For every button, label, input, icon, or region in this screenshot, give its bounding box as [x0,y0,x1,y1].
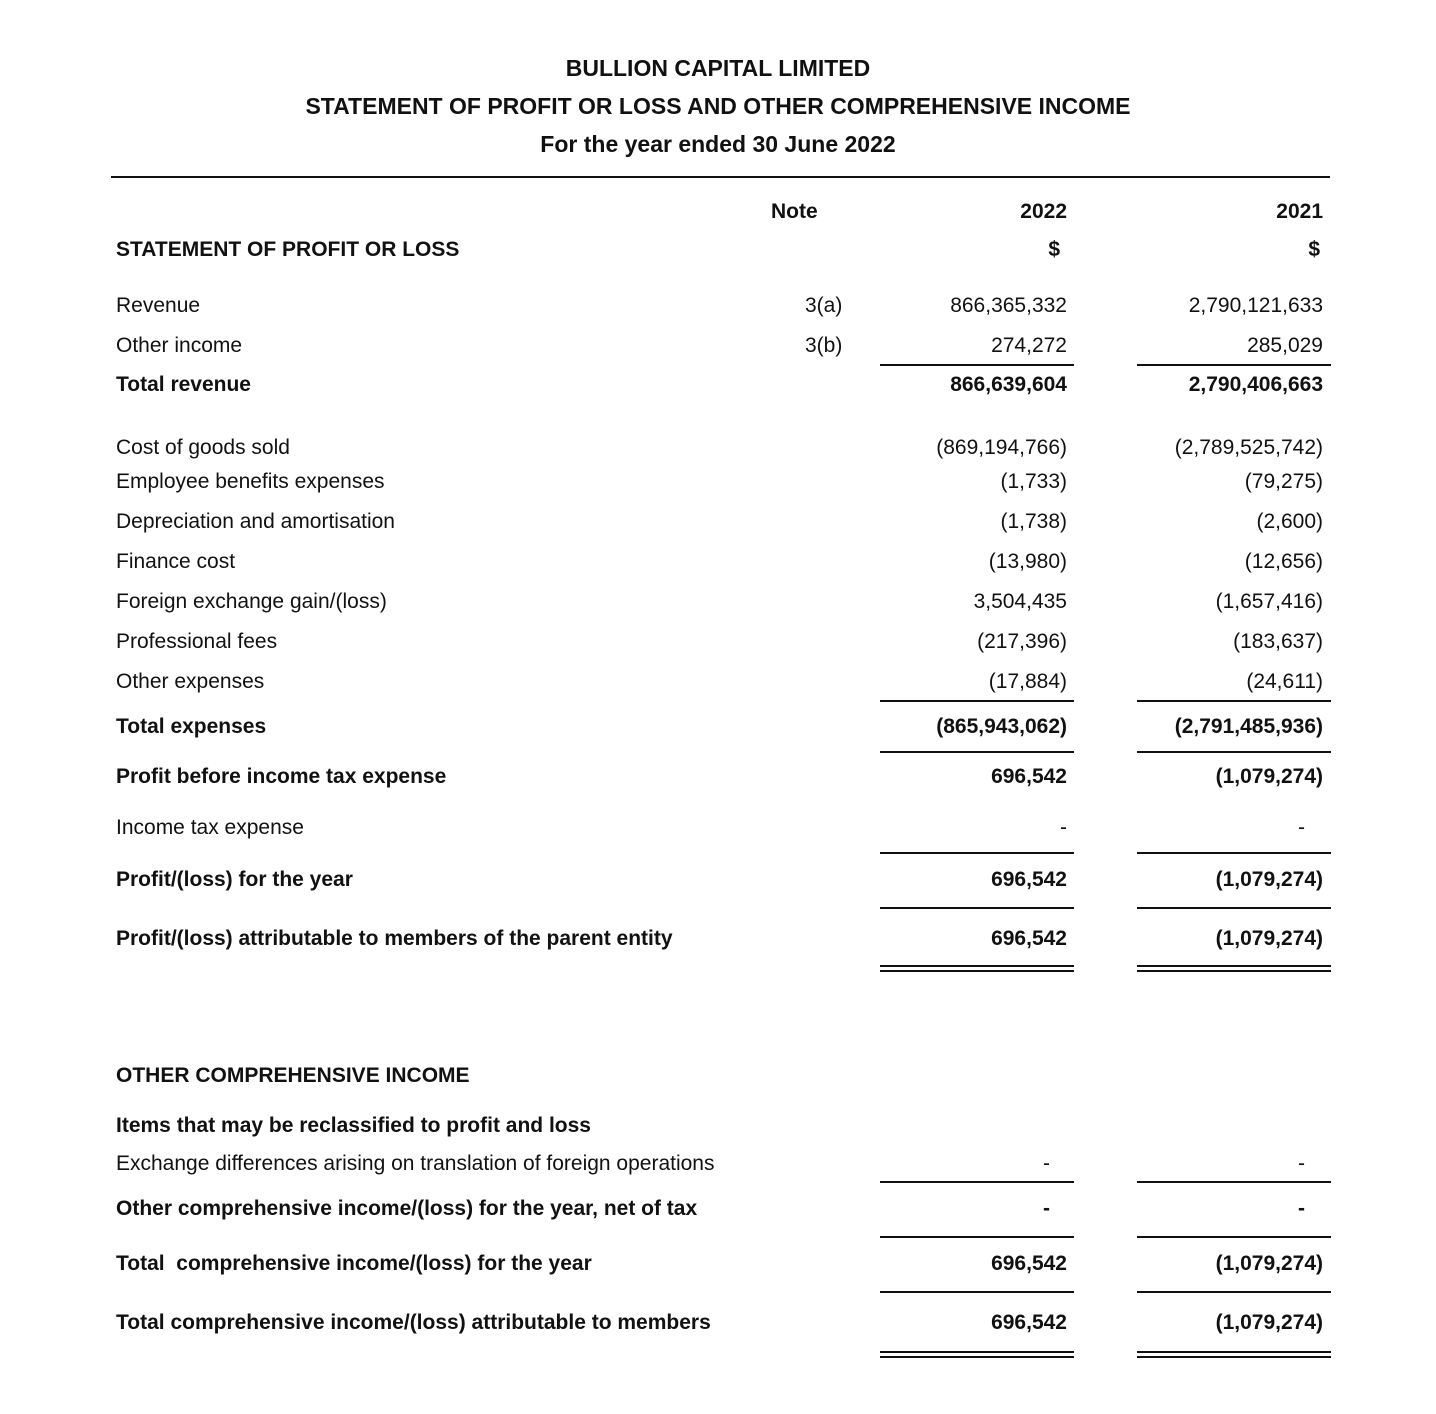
value-2022: (869,194,766) [936,436,1067,459]
row-label: Foreign exchange gain/(loss) [116,590,387,613]
value-2022: (865,943,062) [936,715,1067,738]
statement-title: STATEMENT OF PROFIT OR LOSS AND OTHER COMPREHENSIVE INCOME [305,93,1131,119]
row-label: Total comprehensive income/(loss) attributable to members [116,1311,711,1334]
value-2022: (1,733) [1000,470,1067,493]
row-label: Total expenses [116,715,267,738]
value-2022: 696,542 [991,868,1067,891]
row-label: Total revenue [116,373,251,396]
value-2021: (2,600) [1256,510,1323,533]
company-name: BULLION CAPITAL LIMITED [565,55,871,81]
row-label: Cost of goods sold [116,436,290,459]
subtotal-rule [1137,907,1331,909]
value-2021: (79,275) [1244,470,1323,493]
section-title-oci: OTHER COMPREHENSIVE INCOME [116,1064,470,1087]
value-2022: 866,365,332 [950,294,1067,317]
subtotal-rule [880,1236,1074,1238]
value-2022: 866,639,604 [950,373,1067,396]
subtotal-rule [1137,1236,1331,1238]
value-2022: - [1060,816,1067,839]
row-label: Employee benefits expenses [116,470,385,493]
row-label: Depreciation and amortisation [116,510,395,533]
double-underline [1137,965,1331,972]
currency-2022-header: $ [1048,238,1060,261]
value-2021: (183,637) [1233,630,1323,653]
value-2021: (1,657,416) [1215,590,1323,613]
currency-2021-header: $ [1308,238,1320,261]
subtotal-rule [1137,1291,1331,1293]
value-2022: (17,884) [988,670,1067,693]
row-label: Total comprehensive income/(loss) for the year [116,1252,592,1275]
double-underline [1137,1351,1331,1358]
value-2021: (1,079,274) [1215,1252,1323,1275]
section-title-profit-or-loss: STATEMENT OF PROFIT OR LOSS [116,238,460,261]
value-2021: (2,789,525,742) [1174,436,1323,459]
value-2022: - [1043,1197,1050,1220]
subtotal-rule [1137,751,1331,753]
row-label: Other comprehensive income/(loss) for the year, net of tax [116,1197,698,1220]
year-2022-header: 2022 [1020,200,1067,223]
year-2021-header: 2021 [1276,200,1323,223]
subtotal-rule [1137,1181,1331,1183]
period-subtitle: For the year ended 30 June 2022 [540,131,896,157]
header-divider [111,176,1330,178]
note-column-header: Note [771,200,818,223]
row-label: Income tax expense [116,816,304,839]
double-underline [880,1351,1074,1358]
row-label: Other income [116,334,243,357]
oci-subheading: Items that may be reclassified to profit and loss [116,1114,591,1137]
row-label: Finance cost [116,550,236,573]
value-2021: 285,029 [1247,334,1323,357]
value-2021: - [1298,1152,1305,1175]
value-2021: (1,079,274) [1215,927,1323,950]
row-label: Exchange differences arising on translation of foreign operations [116,1152,715,1175]
row-label: Professional fees [116,630,278,653]
value-2022: 696,542 [991,927,1067,950]
value-2021: (2,791,485,936) [1174,715,1323,738]
value-2022: 696,542 [991,1311,1067,1334]
row-note: 3(a) [805,294,843,317]
subtotal-rule [1137,364,1331,366]
value-2022: (217,396) [977,630,1067,653]
subtotal-rule [880,700,1074,702]
double-underline [880,965,1074,972]
value-2021: (1,079,274) [1215,868,1323,891]
value-2021: - [1298,1197,1305,1220]
value-2022: 274,272 [991,334,1067,357]
value-2022: (1,738) [1000,510,1067,533]
value-2022: 696,542 [991,1252,1067,1275]
row-note: 3(b) [805,334,843,357]
value-2021: (12,656) [1244,550,1323,573]
subtotal-rule [880,751,1074,753]
value-2022: - [1043,1152,1050,1175]
value-2021: (24,611) [1246,670,1323,693]
value-2021: - [1298,816,1305,839]
subtotal-rule [880,364,1074,366]
subtotal-rule [880,1181,1074,1183]
subtotal-rule [1137,852,1331,854]
value-2022: (13,980) [988,550,1067,573]
value-2021: (1,079,274) [1215,765,1323,788]
value-2022: 696,542 [991,765,1067,788]
row-label: Profit/(loss) for the year [116,868,353,891]
row-label: Other expenses [116,670,265,693]
value-2021: 2,790,121,633 [1188,294,1323,317]
value-2022: 3,504,435 [973,590,1067,613]
value-2021: (1,079,274) [1215,1311,1323,1334]
row-label: Revenue [116,294,201,317]
subtotal-rule [1137,700,1331,702]
row-label: Profit/(loss) attributable to members of the parent entity [116,927,673,950]
subtotal-rule [880,1291,1074,1293]
subtotal-rule [880,907,1074,909]
value-2021: 2,790,406,663 [1188,373,1323,396]
row-label: Profit before income tax expense [116,765,447,788]
subtotal-rule [880,852,1074,854]
